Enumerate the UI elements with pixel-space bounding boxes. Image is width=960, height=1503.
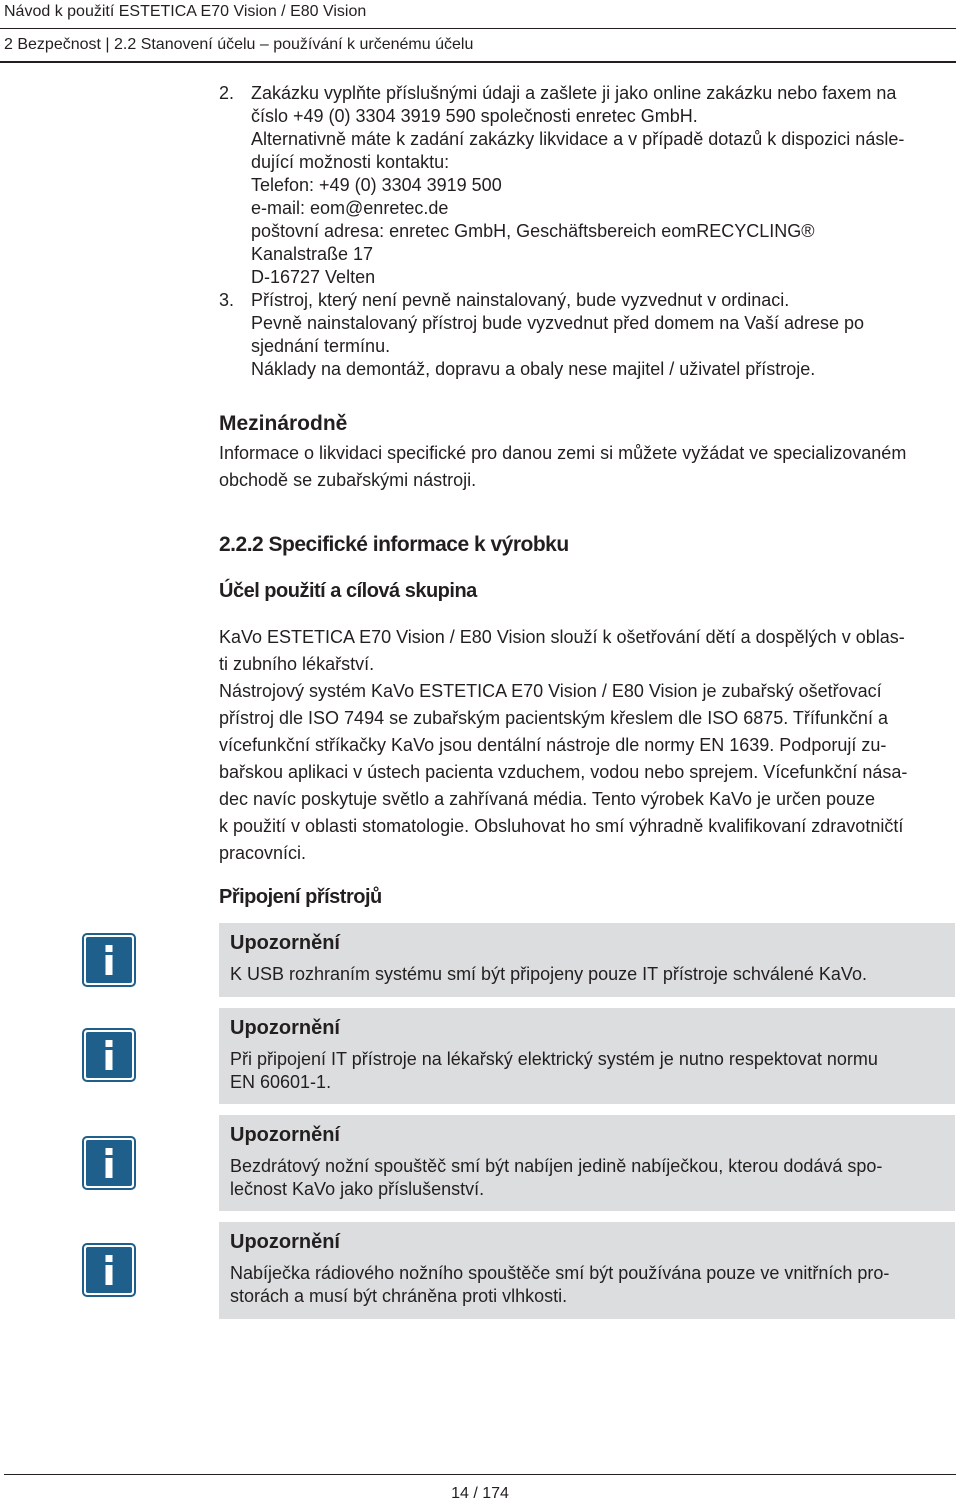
notice-line: Bezdrátový nožní spouštěč smí být nabíjen jedině nabíječkou, kterou dodává spo- bbox=[230, 1156, 883, 1176]
notice-title: Upozornění bbox=[230, 1017, 340, 1039]
section-heading: 2.2.2 Specifické informace k výrobku bbox=[219, 533, 569, 556]
phone-line: Telefon: +49 (0) 3304 3919 500 bbox=[251, 175, 502, 195]
notice-body bbox=[230, 963, 945, 986]
notice-box bbox=[219, 1222, 955, 1319]
info-icon bbox=[82, 1136, 136, 1190]
system-description-paragraph bbox=[219, 678, 955, 867]
document-title: Návod k použití ESTETICA E70 Vision / E80 Vision bbox=[4, 3, 367, 20]
paragraph-line: k použití v oblasti stomatologie. Obsluhovat ho smí výhradně kvalifikovaní zdravotničtí bbox=[219, 816, 904, 836]
email-line: e-mail: eom@enretec.de bbox=[251, 198, 449, 218]
paragraph-line: bařskou aplikaci v ústech pacienta vzduchem, vodou nebo sprejem. Vícefunkční násа- bbox=[219, 762, 908, 782]
info-icon bbox=[82, 1243, 136, 1297]
header-divider-bold bbox=[0, 61, 956, 63]
notice-body bbox=[230, 1262, 945, 1308]
list-line: Zakázku vyplňte příslušnými údaji a zašlete ji jako online zakázku nebo faxem na bbox=[251, 83, 897, 103]
section-breadcrumb: 2 Bezpečnost | 2.2 Stanovení účelu – používání k určenému účelu bbox=[4, 36, 474, 53]
notice-box bbox=[219, 1008, 955, 1104]
notice-line: Nabíječka rádiového nožního spouštěče smí být používána pouze ve vnitřních pro- bbox=[230, 1263, 890, 1283]
disposal-steps-list bbox=[219, 82, 949, 381]
paragraph-line: ti zubního lékařství. bbox=[219, 654, 375, 674]
list-line: dující možnosti kontaktu: bbox=[251, 152, 450, 172]
notice-box bbox=[219, 1115, 955, 1211]
international-paragraph bbox=[219, 440, 955, 494]
paragraph-line: pracovníci. bbox=[219, 843, 307, 863]
info-icon bbox=[82, 933, 136, 987]
header-divider bbox=[0, 28, 956, 29]
list-line: Přístroj, který není pevně nainstalovaný, bude vyzvednut v ordinaci. bbox=[251, 290, 790, 310]
notice-body bbox=[230, 1048, 945, 1094]
notice-box bbox=[219, 923, 955, 997]
notice-line: EN 60601-1. bbox=[230, 1072, 332, 1092]
notice-line: lečnost KaVo jako příslušenství. bbox=[230, 1179, 485, 1199]
paragraph-line: přístroj dle ISO 7494 se zubařským pacientským křeslem dle ISO 6875. Třífunkční a bbox=[219, 708, 888, 728]
footer-divider bbox=[4, 1474, 956, 1475]
list-line: Pevně nainstalovaný přístroj bude vyzvednut před domem na Vaší adrese po bbox=[251, 313, 865, 333]
notice-title: Upozornění bbox=[230, 1231, 340, 1253]
subsection-heading: Účel použití a cílová skupina bbox=[219, 580, 477, 602]
street-line: Kanalstraße 17 bbox=[251, 244, 374, 264]
list-number: 2. bbox=[219, 83, 235, 103]
list-line: sjednání termínu. bbox=[251, 336, 391, 356]
info-icon bbox=[82, 1028, 136, 1082]
list-line: Náklady na demontáž, dopravu a obaly nese majitel / uživatel přístroje. bbox=[251, 359, 816, 379]
list-number: 3. bbox=[219, 290, 235, 310]
paragraph-line: vícefunkční stříkačky KaVo jsou dentální nástroje dle normy EN 1639. Podporují zu- bbox=[219, 735, 887, 755]
page-number: 14 / 174 bbox=[451, 1485, 509, 1502]
paragraph-line: Informace o likvidaci specifické pro danou zemi si můžete vyžádat ve specializovaném bbox=[219, 443, 907, 463]
paragraph-line: KaVo ESTETICA E70 Vision / E80 Vision slouží k ošetřování dětí a dospělých v oblas- bbox=[219, 627, 905, 647]
device-connection-heading: Připojení přístrojů bbox=[219, 886, 382, 908]
international-heading: Mezinárodně bbox=[219, 412, 348, 435]
city-line: D-16727 Velten bbox=[251, 267, 376, 287]
notice-line: Při připojení IT přístroje na lékařský elektrický systém je nutno respektovat normu bbox=[230, 1049, 878, 1069]
paragraph-line: obchodě se zubařskými nástroji. bbox=[219, 470, 477, 490]
list-line: číslo +49 (0) 3304 3919 590 společnosti enretec GmbH. bbox=[251, 106, 698, 126]
purpose-paragraph bbox=[219, 624, 955, 678]
notice-title: Upozornění bbox=[230, 1124, 340, 1146]
paragraph-line: Nástrojový systém KaVo ESTETICA E70 Vision / E80 Vision je zubařský ošetřovací bbox=[219, 681, 882, 701]
list-item-3 bbox=[219, 289, 949, 381]
paragraph-line: dec navíc poskytuje světlo a zahřívaná média. Tento výrobek KaVo je určen pouze bbox=[219, 789, 876, 809]
notice-title: Upozornění bbox=[230, 932, 340, 954]
notice-body bbox=[230, 1155, 945, 1201]
postal-address-line: poštovní adresa: enretec GmbH, Geschäftsbereich eomRECYCLING® bbox=[251, 221, 815, 241]
list-line: Alternativně máte k zadání zakázky likvidace a v případě dotazů k dispozici násle- bbox=[251, 129, 905, 149]
notice-line: K USB rozhraním systému smí být připojeny pouze IT přístroje schválené KaVo. bbox=[230, 964, 867, 984]
list-item-2 bbox=[219, 82, 949, 289]
notice-line: storách a musí být chráněna proti vlhkosti. bbox=[230, 1286, 568, 1306]
